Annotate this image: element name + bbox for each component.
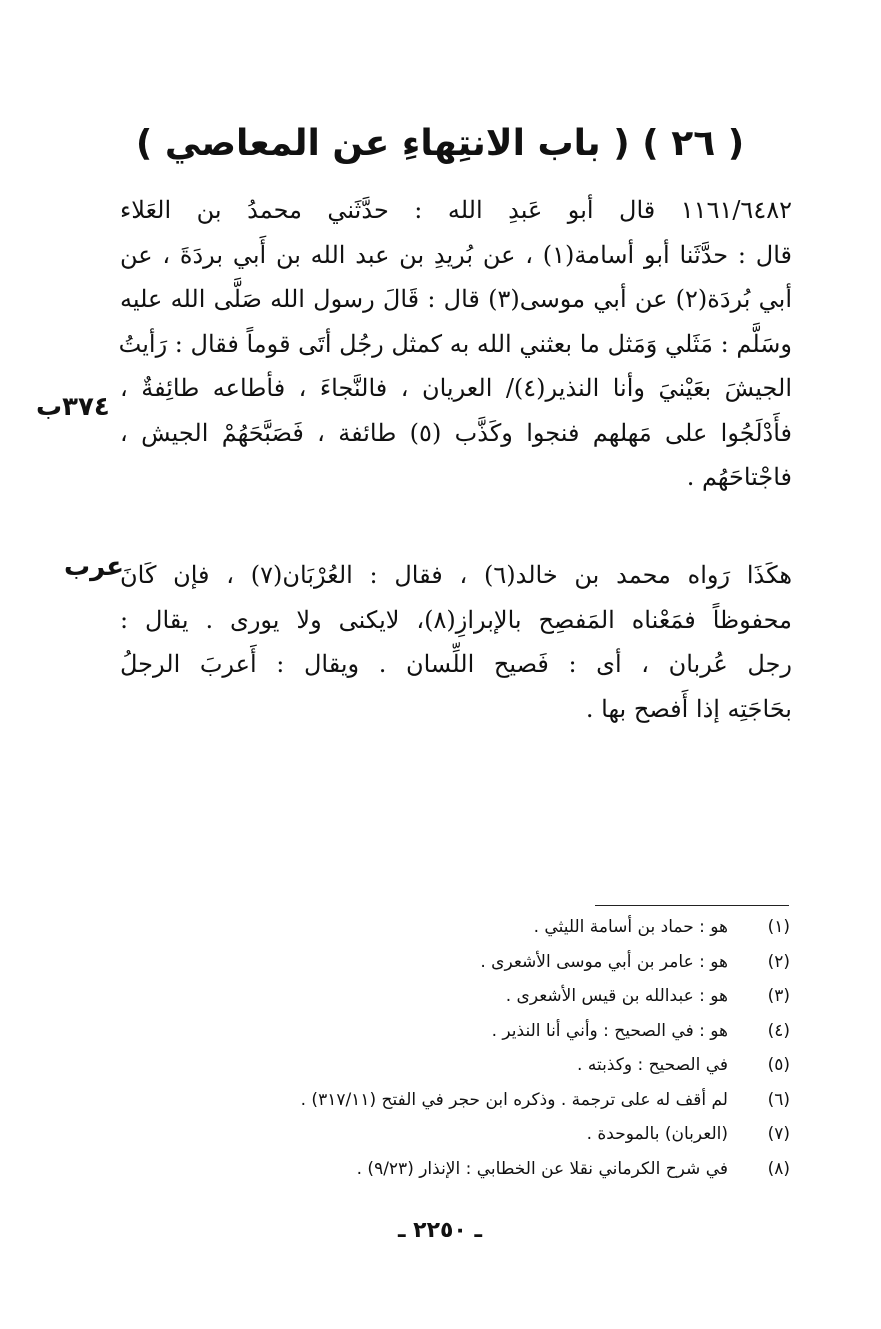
footnote-number: (٥)	[767, 1055, 790, 1075]
hadith-line: فاجْتاحَهُم .	[686, 463, 792, 491]
hadith-line: قال : حدَّثَنا أبو أسامة(١) ، عن بُريدِ بن عبد الله بن أَبي بردَةَ ، عن	[120, 240, 792, 269]
chapter-title: ( ٢٦ ) ( باب الانتِهاءِ عن المعاصي )	[135, 123, 745, 164]
footnote-number: (٨)	[767, 1158, 790, 1179]
hadith-line: ١١٦١/٦٤٨٢ قال أبو عَبدِ الله : حدَّثَني محمدُ بن العَلاء	[120, 196, 792, 224]
commentary-line: بحَاجَتِه إذا أَفصح بها .	[585, 694, 792, 723]
footnote-text: في الصحيح : وكذبته .	[577, 1055, 728, 1075]
folio-margin-note: ٣٧٤ب	[36, 392, 110, 422]
footnote-text: في شرح الكرماني نقلا عن الخطابي : الإنذار (٩/٢٣) .	[356, 1158, 728, 1179]
footnote-text: هو : عامر بن أبي موسى الأشعرى .	[480, 951, 728, 972]
footnote	[180, 945, 790, 980]
footnote	[180, 1117, 790, 1152]
commentary-line: رجل عُربان ، أى : فَصيح اللِّسان . ويقال : أَعربَ الرجلُ	[120, 650, 792, 678]
footnote-number: (١)	[767, 917, 790, 937]
footnote-text: هو : في الصحيح : وأني أنا النذير .	[491, 1020, 728, 1041]
hadith-paragraph	[120, 188, 792, 500]
commentary-paragraph	[120, 553, 792, 731]
footnote-text: هو : حماد بن أسامة الليثي .	[533, 917, 728, 937]
footnote-number: (٧)	[767, 1124, 790, 1144]
footnotes	[180, 910, 790, 1186]
footnote-number: (٦)	[767, 1089, 790, 1110]
footnote	[180, 1048, 790, 1083]
footnote	[180, 1014, 790, 1049]
footnote	[180, 910, 790, 945]
footnote-text: لم أقف له على ترجمة . وذكره ابن حجر في الفتح (٣١٧/١١) .	[300, 1089, 728, 1110]
hadith-line: أبي بُردَة(٢) عن أبي موسى(٣) قال : قَالَ رسول الله صَلَّى الله عليه	[120, 285, 793, 313]
footnote-divider	[595, 905, 789, 906]
keyword-margin-note: عرب	[64, 552, 125, 582]
commentary-line: هكَذَا رَواه محمد بن خالد(٦) ، فقال : العُرْبَان(٧) ، فإن كَانَ	[120, 561, 792, 589]
footnote-number: (٣)	[767, 986, 790, 1006]
footnote-number: (٢)	[767, 951, 790, 972]
footnote-number: (٤)	[767, 1020, 790, 1041]
hadith-line: الجيشَ بعَيْنيَ وأنا النذير(٤)/ العريان ، فالنَّجاءَ ، فأطاعه طائِفةٌ ،	[120, 374, 792, 402]
page-number: ـ ٢٢٥٠ ـ	[397, 1218, 483, 1243]
footnote-text: (العربان) بالموحدة .	[586, 1124, 728, 1144]
footnote	[180, 1152, 790, 1187]
hadith-line: فأَدْلَجُوا على مَهلهم فنجوا وكَذَّب (٥) طائفة ، فَصَبَّحَهُمْ الجيش ،	[120, 418, 793, 447]
hadith-line: وسَلَّم : مَثَلي وَمَثل ما بعثني الله به كمثل رجُل أتَى قوماً فقال : رَأيتُ	[118, 329, 792, 358]
footnote-text: هو : عبدالله بن قيس الأشعرى .	[505, 986, 728, 1006]
commentary-line: محفوظاً فمَعْناه المَفصِح بالإبرازِ(٨)، لايكنى ولا يورى . يقال :	[120, 605, 792, 634]
footnote	[180, 979, 790, 1014]
footnote	[180, 1083, 790, 1118]
